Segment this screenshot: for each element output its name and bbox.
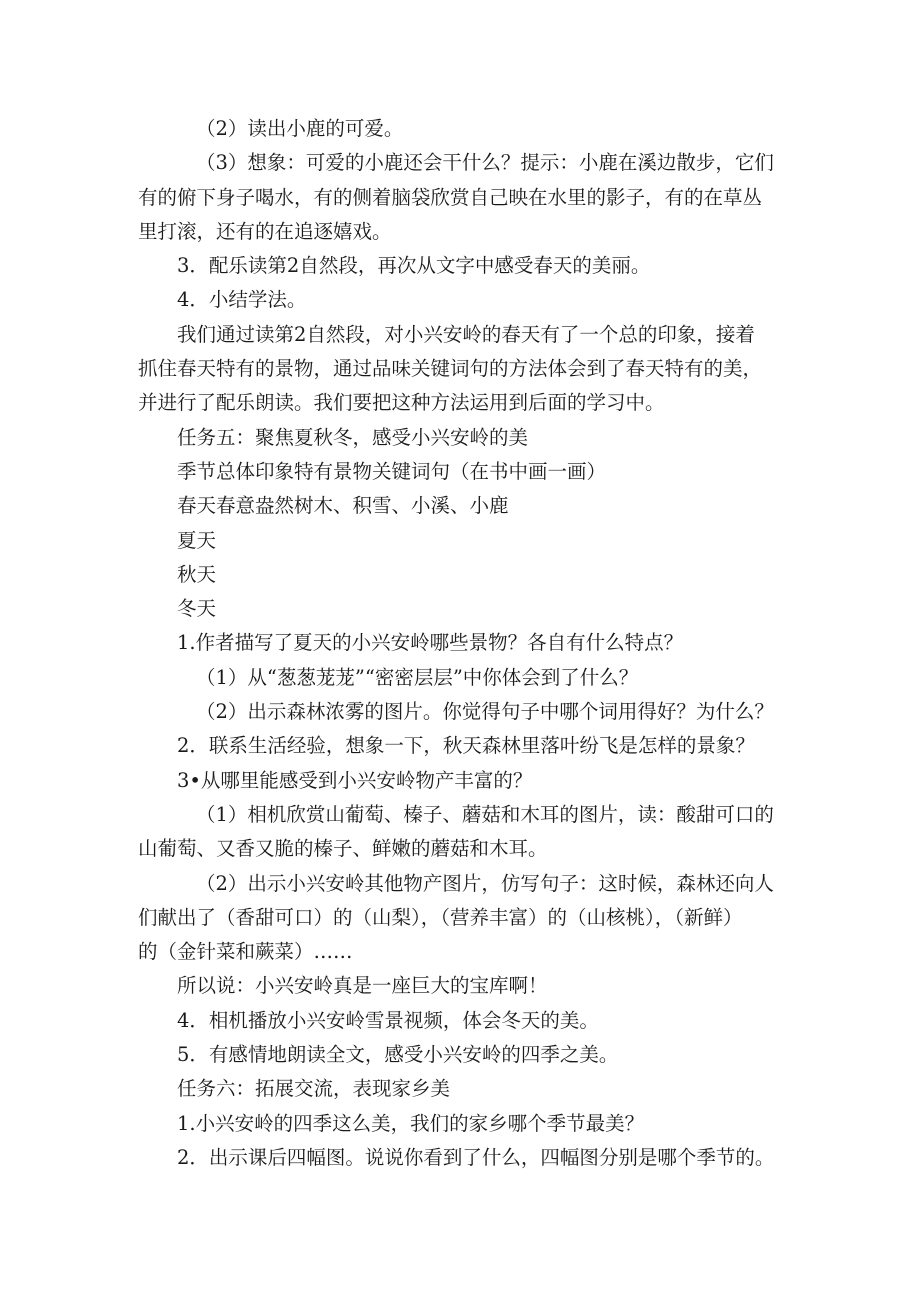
step-four-pictures: 2．出示课后四幅图。说说你看到了什么，四幅图分别是哪个季节的。 <box>177 1145 775 1169</box>
summary-paragraph-line: 我们通过读第2自然段，对小兴安岭的春天有了一个总的印象，接着 <box>177 322 755 346</box>
paragraph-line: 们献出了（香甜可口）的（山梨），（营养丰富）的（山核桃），（新鲜） <box>138 905 743 929</box>
sub-question-fog-picture: （2）出示森林浓雾的图片。你觉得句子中哪个词用得好？为什么？ <box>196 700 774 724</box>
question-hometown-season: 1.小兴安岭的四季这么美，我们的家乡哪个季节最美？ <box>177 1111 645 1135</box>
question-autumn-leaves: 2．联系生活经验，想象一下，秋天森林里落叶纷飞是怎样的景象？ <box>177 734 755 758</box>
table-row-summer: 夏天 <box>177 528 217 552</box>
step-read-cute-deer: （2）读出小鹿的可爱。 <box>196 117 404 140</box>
summary-paragraph-line: 抓住春天特有的景物，通过品味关键词句的方法体会到了春天特有的美， <box>138 357 763 381</box>
conclusion-treasure-house: 所以说：小兴安岭真是一座巨大的宝库啊！ <box>177 974 548 998</box>
task-five-heading: 任务五：聚焦夏秋冬，感受小兴安岭的美 <box>177 425 529 449</box>
task-six-heading: 任务六：拓展交流，表现家乡美 <box>177 1077 451 1101</box>
summary-paragraph-line: 并进行了配乐朗读。我们要把这种方法运用到后面的学习中。 <box>138 391 665 415</box>
step-summary-method: 4．小结学法。 <box>177 288 307 312</box>
step-music-reading: 3．配乐读第2自然段，再次从文字中感受春天的美丽。 <box>177 254 651 278</box>
table-row-spring: 春天春意盎然树木、积雪、小溪、小鹿 <box>177 494 509 518</box>
sub-question-imitate-sentence: （2）出示小兴安岭其他物产图片，仿写句子：这时候，森林还向人 <box>196 871 774 895</box>
paragraph-line: 山葡萄、又香又脆的榛子、鲜嫩的蘑菇和木耳。 <box>138 837 548 861</box>
paragraph-line: 有的俯下身子喝水，有的侧着脑袋欣赏自己映在水里的影子，有的在草丛 <box>138 185 763 209</box>
question-summer-scenery: 1.作者描写了夏天的小兴安岭哪些景物？各自有什么特点？ <box>177 631 684 655</box>
step-read-full-text: 5．有感情地朗读全文，感受小兴安岭的四季之美。 <box>177 1043 619 1067</box>
step-imagine-deer: （3）想象：可爱的小鹿还会干什么？提示：小鹿在溪边散步，它们 <box>196 151 774 175</box>
step-snow-video: 4．相机播放小兴安岭雪景视频，体会冬天的美。 <box>177 1008 599 1032</box>
paragraph-line: 的（金针菜和蕨菜）…… <box>138 940 353 964</box>
table-header-row: 季节总体印象特有景物关键词句（在书中画一画） <box>177 459 607 483</box>
paragraph-line: 里打滚，还有的在追逐嬉戏。 <box>138 219 392 243</box>
question-rich-products: 3•从哪里能感受到小兴安岭物产丰富的？ <box>177 768 533 792</box>
lesson-plan-text <box>138 112 800 1175</box>
sub-question-product-pictures: （1）相机欣赏山葡萄、榛子、蘑菇和木耳的图片，读：酸甜可口的 <box>196 802 774 826</box>
table-row-winter: 冬天 <box>177 597 217 621</box>
table-row-autumn: 秋天 <box>177 562 217 586</box>
sub-question-lush: （1）从“葱葱茏茏”“密密层层”中你体会到了什么？ <box>196 665 639 689</box>
